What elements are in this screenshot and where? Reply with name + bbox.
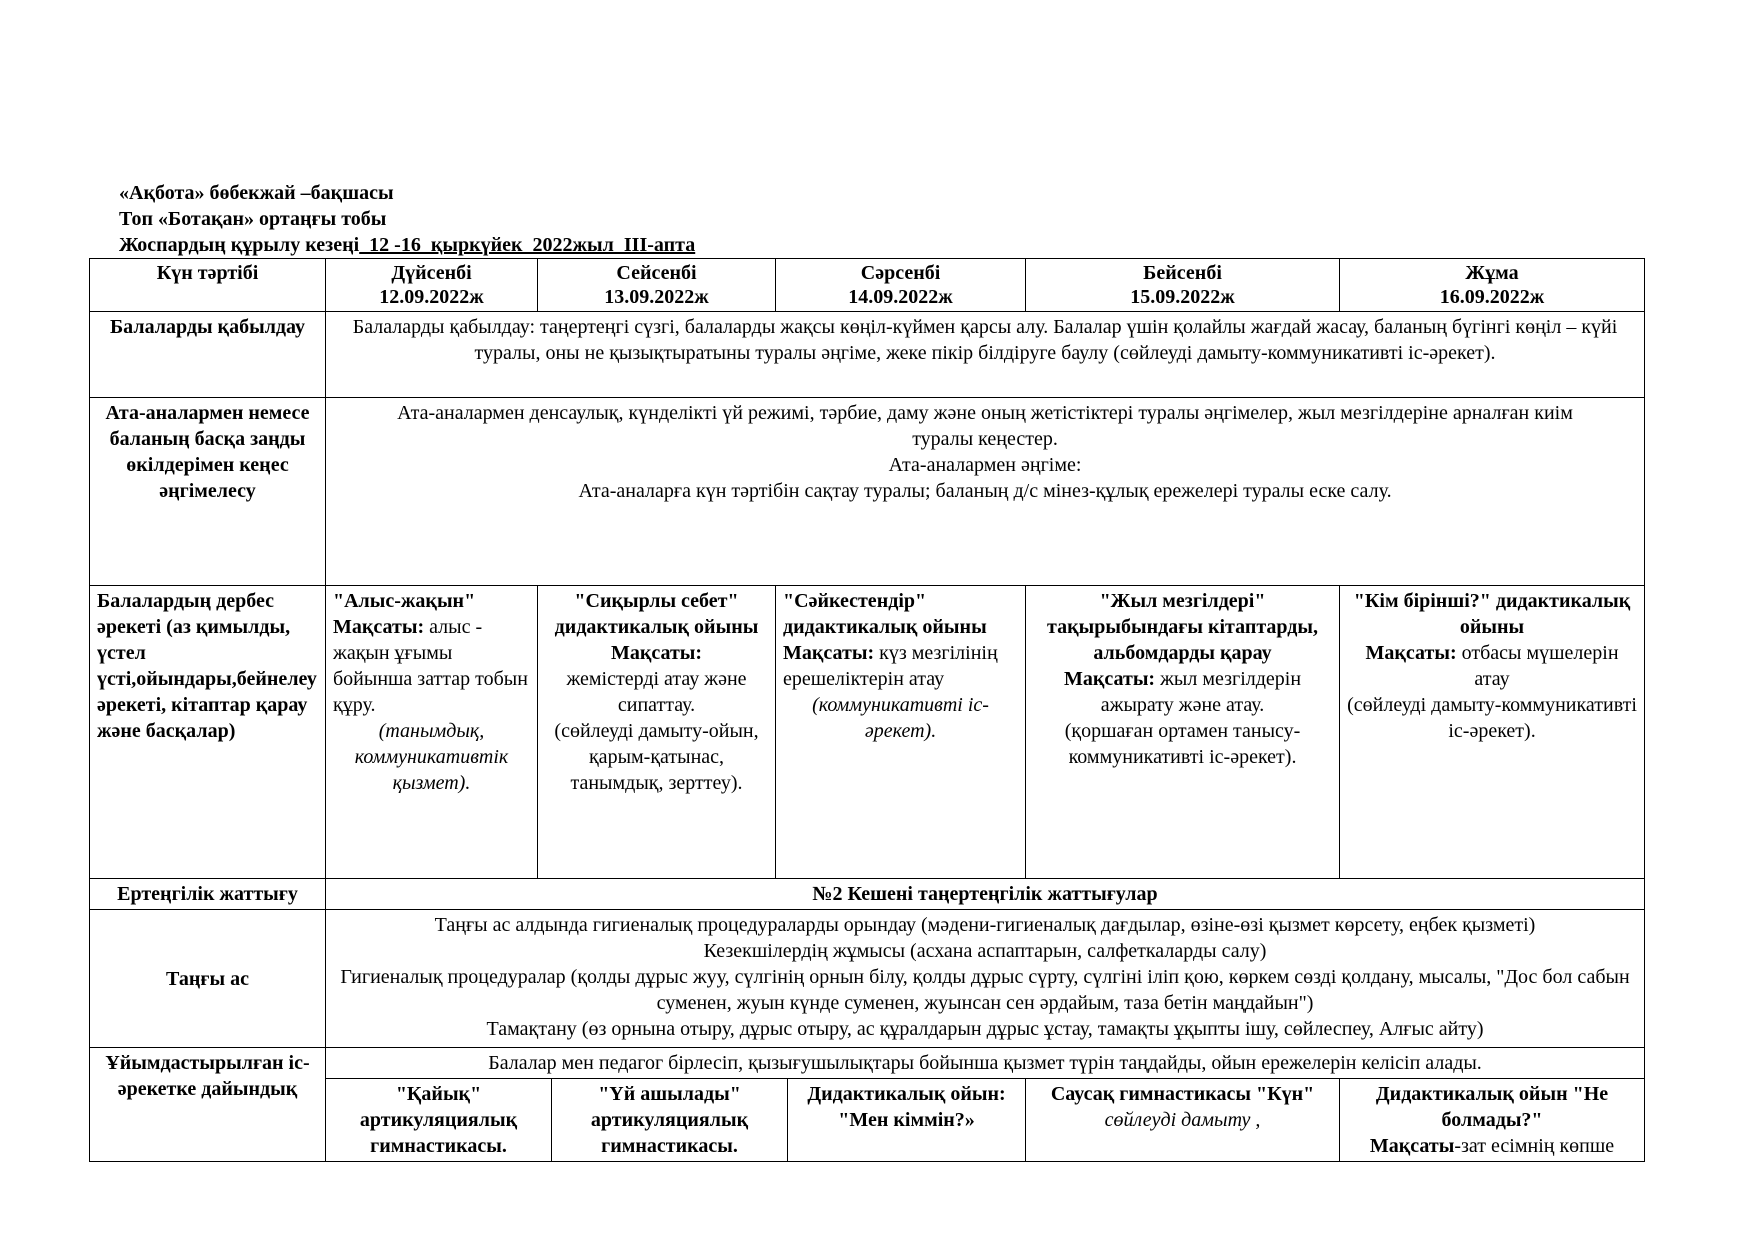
activity-note: (сөйлеуді дамыту-ойын, қарым-қатынас, танымдық, зерттеу). — [554, 720, 759, 794]
activity-title: "Алыс-жақын" — [333, 590, 476, 612]
table-row-morning-exercise — [90, 879, 1645, 910]
parents-line: Ата-аналарға күн тәртібін сақтау туралы; баланың д/с мінез-құлық ережелері туралы еске салу. — [578, 480, 1392, 502]
day-date: 16.09.2022ж — [1439, 286, 1545, 308]
row-label-preparation: Ұйымдастырылған іс-әрекетке дайындық — [90, 1048, 326, 1162]
goal-label: Мақсаты — [1369, 1135, 1455, 1157]
goal-label: Мақсаты: — [783, 642, 875, 664]
activity-note: (сөйлеуді дамыту-коммуникативті іс-әрекет). — [1347, 694, 1637, 742]
activity-title: "Сиқырлы себет" дидактикалық ойыны — [554, 590, 759, 638]
prep-note: сөйлеуді дамыту , — [1104, 1109, 1261, 1131]
activity-note: (коммуникативті іс-әрекет). — [812, 694, 989, 742]
row-label-parents: Ата-аналармен немесе баланың басқа заңды өкілдерімен кеңес әңгімелесу — [90, 398, 326, 586]
col-header-daily-routine: Күн тәртібі — [90, 259, 326, 312]
col-header-wednesday — [776, 259, 1026, 312]
table-header-row — [90, 259, 1645, 312]
goal-text: жыл мезгілдерін ажырату және атау. — [1100, 668, 1302, 716]
breakfast-line: Гигиеналық процедуралар (қолды дұрыс жуу, сүлгінің орнын білу, қолды дұрыс сүрту, сүлгіні іліп қою, көркем сөзді қолдану, мысалы, "Дос бол сабын суменен, жуын күнде суменен, жуынсан сен әрдайым, таза бетін маңдайын") — [340, 966, 1630, 1014]
activity-tuesday — [538, 586, 776, 879]
day-name: Сейсенбі — [616, 262, 697, 284]
day-date: 13.09.2022ж — [604, 286, 709, 308]
goal-text: -зат есімнің көпше — [1454, 1135, 1615, 1157]
goal-text: отбасы мүшелерін атау — [1456, 642, 1619, 690]
col-header-monday — [326, 259, 538, 312]
prep-monday: "Қайық" артикуляциялық гимнастикасы. — [326, 1079, 552, 1162]
activity-title: "Кім бірінші?" дидактикалық ойыны — [1353, 590, 1631, 638]
day-name: Сәрсенбі — [860, 262, 941, 284]
breakfast-line: Кезекшілердің жұмысы (асхана аспаптарын, салфеткаларды салу) — [703, 940, 1267, 962]
prep-title: Дидактикалық ойын "Не болмады?" — [1375, 1083, 1609, 1131]
day-name: Дүйсенбі — [391, 262, 472, 284]
goal-label: Мақсаты: — [1063, 668, 1156, 690]
row-label-breakfast: Таңғы ас — [90, 910, 326, 1048]
table-row-independent-activity — [90, 586, 1645, 879]
parents-line: Ата-аналармен денсаулық, күнделікті үй режимі, тәрбие, даму және оның жетістіктері туралы әңгімелер, жыл мезгілдеріне арналған киім туралы кеңестер. — [397, 402, 1573, 450]
table-row-preparation — [90, 1048, 1645, 1079]
breakfast-line: Таңғы ас алдында гигиеналық процедураларды орындау (мәдени-гигиеналық дағдылар, өзіне-өзі қызмет көрсету, еңбек қызметі) — [434, 914, 1536, 936]
activity-note: (танымдық, коммуникативтік қызмет). — [354, 720, 509, 794]
parents-line: Ата-аналармен әңгіме: — [888, 454, 1082, 476]
col-header-thursday — [1026, 259, 1340, 312]
day-date: 12.09.2022ж — [379, 286, 484, 308]
plan-period-value: 12 -16 қыркүйек 2022жыл ІІІ-апта — [359, 234, 696, 256]
row-label-reception: Балаларды қабылдау — [90, 312, 326, 398]
col-header-friday — [1340, 259, 1645, 312]
row-label-morning-exercise: Ертеңгілік жаттығу — [90, 879, 326, 910]
kindergarten-name: «Ақбота» бөбекжай –бақшасы — [119, 182, 394, 204]
breakfast-line: Тамақтану (өз орнына отыру, дұрыс отыру, ас құралдарын дұрыс ұстау, тамақты ұқыпты ішу, сөйлеспеу, Алғыс айту) — [486, 1018, 1484, 1040]
parents-text — [326, 398, 1645, 586]
goal-text: күз мезгілінің ерешеліктерін атау — [783, 642, 998, 690]
day-date: 15.09.2022ж — [1130, 286, 1235, 308]
row-label-independent-activity: Балалардың дербес әрекеті (аз қимылды, үстел үсті,ойындары,бейнелеу әрекеті, кітаптар қарау және басқалар) — [90, 586, 326, 879]
table-row-reception — [90, 312, 1645, 398]
breakfast-text — [326, 910, 1645, 1048]
table-row-breakfast — [90, 910, 1645, 1048]
day-date: 14.09.2022ж — [848, 286, 953, 308]
plan-period-label: Жоспардың құрылу кезеңі — [119, 234, 360, 256]
activity-thursday — [1026, 586, 1340, 879]
prep-tuesday: "Үй ашылады" артикуляциялық гимнастикасы. — [552, 1079, 788, 1162]
activity-wednesday — [776, 586, 1026, 879]
activity-monday — [326, 586, 538, 879]
weekly-plan-table — [89, 258, 1645, 1162]
day-name: Жұма — [1465, 262, 1519, 284]
col-header-tuesday — [538, 259, 776, 312]
prep-wednesday: Дидактикалық ойын: "Мен кіммін?» — [788, 1079, 1026, 1162]
goal-label: Мақсаты: — [610, 642, 703, 664]
activity-note: (қоршаған ортамен танысу-коммуникативті іс-әрекет). — [1064, 720, 1301, 768]
prep-title: Саусақ гимнастикасы "Күн" — [1050, 1083, 1315, 1105]
prep-friday — [1340, 1079, 1645, 1162]
table-row-parents — [90, 398, 1645, 586]
activity-title: "Сәйкестендір" дидактикалық ойыны — [783, 590, 987, 638]
preparation-text: Балалар мен педагог бірлесіп, қызығушылықтары бойынша қызмет түрін таңдайды, ойын ережелерін келісіп алады. — [326, 1048, 1645, 1079]
morning-exercise-text: №2 Кешені таңертеңгілік жаттығулар — [326, 879, 1645, 910]
goal-label: Мақсаты: — [333, 616, 425, 638]
activity-title: "Жыл мезгілдері" тақырыбындағы кітаптарды, альбомдарды қарау — [1047, 590, 1319, 664]
goal-text: жемістерді атау және сипаттау. — [566, 668, 747, 716]
activity-friday — [1340, 586, 1645, 879]
plan-period — [119, 232, 695, 258]
group-name: Топ «Ботақан» ортаңғы тобы — [119, 208, 387, 230]
day-name: Бейсенбі — [1143, 262, 1222, 284]
prep-thursday — [1026, 1079, 1340, 1162]
reception-text: Балаларды қабылдау: таңертеңгі сүзгі, балаларды жақсы көңіл-күймен қарсы алу. Балалар үшін қолайлы жағдай жасау, баланың бүгінгі көңіл – күйі туралы, оны не қызықтыратыны туралы әңгіме, жеке пікір білдіруге баулу (сөйлеуді дамыту-коммуникативті іс-әрекет). — [326, 312, 1645, 398]
goal-text: алыс - жақын ұғымы бойынша заттар тобын құру. — [333, 616, 528, 716]
goal-label: Мақсаты: — [1365, 642, 1457, 664]
